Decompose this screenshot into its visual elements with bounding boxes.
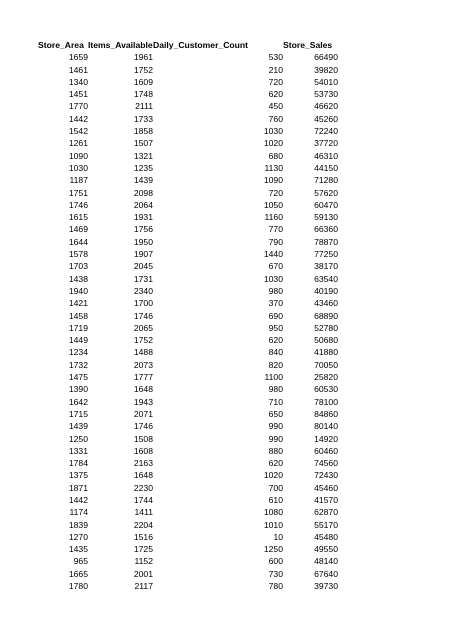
items-available-cell: 2073 bbox=[133, 359, 153, 370]
store-area-cell: 1375 bbox=[68, 470, 88, 481]
store-sales-cell: 41880 bbox=[314, 347, 338, 358]
items-available-cell: 2071 bbox=[133, 408, 153, 419]
store-area-cell: 1780 bbox=[68, 581, 88, 592]
table-row bbox=[0, 150, 338, 162]
daily-customer-count-cell: 620 bbox=[268, 458, 283, 469]
daily-customer-count-cell: 980 bbox=[268, 384, 283, 395]
daily-customer-count-cell: 1080 bbox=[263, 507, 283, 518]
store-sales-cell: 59130 bbox=[314, 212, 338, 223]
items-available-cell: 2163 bbox=[133, 458, 153, 469]
daily-customer-count-cell: 700 bbox=[268, 482, 283, 493]
table-row bbox=[0, 187, 338, 199]
store-sales-cell: 39820 bbox=[314, 64, 338, 75]
items-available-cell: 2065 bbox=[133, 322, 153, 333]
store-sales-cell: 60530 bbox=[314, 384, 338, 395]
items-available-cell: 2001 bbox=[133, 568, 153, 579]
table-row bbox=[0, 555, 338, 567]
row-spacer bbox=[0, 137, 38, 149]
store-sales-cell: 41570 bbox=[314, 494, 338, 505]
store-sales-cell: 66490 bbox=[314, 52, 338, 63]
items-available-cell: 2111 bbox=[135, 101, 153, 112]
store-area-cell: 1839 bbox=[68, 519, 88, 530]
table-row bbox=[0, 359, 338, 371]
items-available-cell: 1931 bbox=[133, 212, 153, 223]
table-row bbox=[0, 334, 338, 346]
table-row bbox=[0, 223, 338, 235]
daily-customer-count-cell: 1250 bbox=[263, 544, 283, 555]
items-available-cell: 1488 bbox=[133, 347, 153, 358]
store-area-cell: 1340 bbox=[68, 76, 88, 87]
store-sales-cell: 68890 bbox=[314, 310, 338, 321]
store-area-cell: 1439 bbox=[68, 421, 88, 432]
table-row bbox=[0, 100, 338, 112]
items-available-cell: 1516 bbox=[133, 531, 153, 542]
items-available-cell: 1756 bbox=[133, 224, 153, 235]
row-spacer bbox=[0, 76, 38, 88]
table-row bbox=[0, 457, 338, 469]
row-spacer bbox=[0, 408, 38, 420]
items-available-cell: 1746 bbox=[133, 310, 153, 321]
store-sales-cell: 71280 bbox=[314, 175, 338, 186]
row-spacer bbox=[0, 125, 38, 137]
daily-customer-count-cell: 720 bbox=[268, 187, 283, 198]
table-row bbox=[0, 531, 338, 543]
table-row bbox=[0, 371, 338, 383]
store-sales-cell: 74560 bbox=[314, 458, 338, 469]
header-items-available: Items_Available bbox=[88, 40, 153, 50]
store-area-cell: 1746 bbox=[68, 199, 88, 210]
table-row bbox=[0, 199, 338, 211]
store-data-table bbox=[0, 39, 338, 592]
table-body bbox=[0, 51, 338, 592]
store-sales-cell: 78100 bbox=[314, 396, 338, 407]
store-sales-cell: 60460 bbox=[314, 445, 338, 456]
items-available-cell: 2230 bbox=[133, 482, 153, 493]
row-spacer bbox=[0, 211, 38, 223]
store-sales-cell: 38170 bbox=[314, 261, 338, 272]
store-area-cell: 1261 bbox=[68, 138, 88, 149]
table-row bbox=[0, 285, 338, 297]
table-row bbox=[0, 125, 338, 137]
daily-customer-count-cell: 1010 bbox=[263, 519, 283, 530]
store-area-cell: 1940 bbox=[68, 285, 88, 296]
row-spacer bbox=[0, 543, 38, 555]
table-row bbox=[0, 420, 338, 432]
store-area-cell: 1421 bbox=[68, 298, 88, 309]
store-area-cell: 1719 bbox=[68, 322, 88, 333]
items-available-cell: 1943 bbox=[133, 396, 153, 407]
table-row bbox=[0, 137, 338, 149]
store-sales-cell: 37720 bbox=[314, 138, 338, 149]
store-sales-cell: 43460 bbox=[314, 298, 338, 309]
row-spacer bbox=[0, 433, 38, 445]
items-available-cell: 1907 bbox=[133, 249, 153, 260]
items-available-cell: 1950 bbox=[133, 236, 153, 247]
table-row bbox=[0, 174, 338, 186]
store-sales-cell: 72430 bbox=[314, 470, 338, 481]
table-row bbox=[0, 519, 338, 531]
store-sales-cell: 45260 bbox=[314, 113, 338, 124]
row-spacer bbox=[0, 223, 38, 235]
table-row bbox=[0, 469, 338, 481]
row-spacer bbox=[0, 334, 38, 346]
store-sales-cell: 52780 bbox=[314, 322, 338, 333]
items-available-cell: 2340 bbox=[133, 285, 153, 296]
table-row bbox=[0, 211, 338, 223]
store-area-cell: 1435 bbox=[68, 544, 88, 555]
store-area-cell: 1715 bbox=[68, 408, 88, 419]
row-spacer bbox=[0, 580, 38, 592]
daily-customer-count-cell: 840 bbox=[268, 347, 283, 358]
store-area-cell: 1090 bbox=[68, 150, 88, 161]
daily-customer-count-cell: 650 bbox=[268, 408, 283, 419]
table-row bbox=[0, 506, 338, 518]
store-area-cell: 1438 bbox=[68, 273, 88, 284]
store-area-cell: 1784 bbox=[68, 458, 88, 469]
daily-customer-count-cell: 790 bbox=[268, 236, 283, 247]
header-store-sales: Store_Sales bbox=[283, 40, 333, 50]
items-available-cell: 1744 bbox=[133, 494, 153, 505]
store-area-cell: 1187 bbox=[69, 175, 88, 186]
daily-customer-count-cell: 990 bbox=[268, 433, 283, 444]
daily-customer-count-cell: 950 bbox=[268, 322, 283, 333]
row-spacer bbox=[0, 371, 38, 383]
daily-customer-count-cell: 620 bbox=[268, 89, 283, 100]
daily-customer-count-cell: 620 bbox=[268, 335, 283, 346]
store-area-cell: 1174 bbox=[69, 507, 88, 518]
items-available-cell: 1648 bbox=[133, 470, 153, 481]
daily-customer-count-cell: 370 bbox=[268, 298, 283, 309]
store-sales-cell: 84860 bbox=[314, 408, 338, 419]
table-row bbox=[0, 396, 338, 408]
table-row bbox=[0, 322, 338, 334]
items-available-cell: 2064 bbox=[133, 199, 153, 210]
store-area-cell: 1234 bbox=[68, 347, 88, 358]
daily-customer-count-cell: 530 bbox=[268, 52, 283, 63]
store-sales-cell: 25820 bbox=[314, 372, 338, 383]
daily-customer-count-cell: 600 bbox=[268, 556, 283, 567]
store-sales-cell: 53730 bbox=[314, 89, 338, 100]
row-spacer bbox=[0, 260, 38, 272]
items-available-cell: 1731 bbox=[133, 273, 153, 284]
daily-customer-count-cell: 1160 bbox=[264, 212, 283, 223]
store-area-cell: 1270 bbox=[68, 531, 88, 542]
row-spacer bbox=[0, 506, 38, 518]
store-sales-cell: 48140 bbox=[314, 556, 338, 567]
store-sales-cell: 39730 bbox=[314, 581, 338, 592]
store-area-cell: 1703 bbox=[68, 261, 88, 272]
daily-customer-count-cell: 1020 bbox=[263, 470, 283, 481]
store-sales-cell: 45460 bbox=[314, 482, 338, 493]
row-spacer bbox=[0, 297, 38, 309]
items-available-cell: 1648 bbox=[133, 384, 153, 395]
store-area-cell: 1250 bbox=[68, 433, 88, 444]
table-row bbox=[0, 273, 338, 285]
row-spacer bbox=[0, 88, 38, 100]
daily-customer-count-cell: 1020 bbox=[263, 138, 283, 149]
row-spacer bbox=[0, 150, 38, 162]
row-spacer bbox=[0, 555, 38, 567]
daily-customer-count-cell: 1130 bbox=[264, 162, 283, 173]
row-spacer bbox=[0, 64, 38, 76]
row-spacer bbox=[0, 457, 38, 469]
store-sales-cell: 63540 bbox=[314, 273, 338, 284]
row-spacer bbox=[0, 359, 38, 371]
store-sales-cell: 55170 bbox=[314, 519, 338, 530]
table-row bbox=[0, 113, 338, 125]
daily-customer-count-cell: 610 bbox=[268, 494, 283, 505]
items-available-cell: 1700 bbox=[133, 298, 153, 309]
row-spacer bbox=[0, 396, 38, 408]
store-sales-cell: 57620 bbox=[314, 187, 338, 198]
row-spacer bbox=[0, 273, 38, 285]
header-row bbox=[0, 39, 338, 51]
store-sales-cell: 44150 bbox=[314, 162, 338, 173]
daily-customer-count-cell: 990 bbox=[268, 421, 283, 432]
table-row bbox=[0, 162, 338, 174]
items-available-cell: 1733 bbox=[133, 113, 153, 124]
items-available-cell: 1725 bbox=[133, 544, 153, 555]
store-area-cell: 1442 bbox=[68, 113, 88, 124]
row-spacer bbox=[0, 236, 38, 248]
row-spacer bbox=[0, 420, 38, 432]
daily-customer-count-cell: 770 bbox=[268, 224, 283, 235]
row-spacer bbox=[0, 568, 38, 580]
row-spacer bbox=[0, 113, 38, 125]
store-area-cell: 1461 bbox=[68, 64, 88, 75]
items-available-cell: 1508 bbox=[133, 433, 153, 444]
items-available-cell: 1609 bbox=[133, 76, 153, 87]
store-sales-cell: 77250 bbox=[314, 249, 338, 260]
daily-customer-count-cell: 10 bbox=[273, 531, 283, 542]
table-row bbox=[0, 51, 338, 63]
store-area-cell: 1030 bbox=[68, 162, 88, 173]
store-area-cell: 1331 bbox=[68, 445, 88, 456]
row-spacer bbox=[0, 469, 38, 481]
items-available-cell: 2045 bbox=[133, 261, 153, 272]
table-row bbox=[0, 482, 338, 494]
table-row bbox=[0, 568, 338, 580]
items-available-cell: 1411 bbox=[134, 507, 153, 518]
table-row bbox=[0, 383, 338, 395]
store-area-cell: 1665 bbox=[68, 568, 88, 579]
table-row bbox=[0, 248, 338, 260]
table-row bbox=[0, 297, 338, 309]
daily-customer-count-cell: 210 bbox=[268, 64, 283, 75]
store-sales-cell: 66360 bbox=[314, 224, 338, 235]
items-available-cell: 1777 bbox=[133, 372, 153, 383]
table-row bbox=[0, 580, 338, 592]
daily-customer-count-cell: 820 bbox=[268, 359, 283, 370]
row-spacer bbox=[0, 187, 38, 199]
store-area-cell: 1451 bbox=[68, 89, 88, 100]
table-row bbox=[0, 433, 338, 445]
items-available-cell: 2098 bbox=[133, 187, 153, 198]
header-store-area: Store_Area bbox=[38, 40, 84, 50]
daily-customer-count-cell: 680 bbox=[268, 150, 283, 161]
daily-customer-count-cell: 690 bbox=[268, 310, 283, 321]
store-area-cell: 1578 bbox=[68, 249, 88, 260]
daily-customer-count-cell: 1030 bbox=[263, 273, 283, 284]
store-sales-cell: 67640 bbox=[314, 568, 338, 579]
row-spacer bbox=[0, 519, 38, 531]
table-row bbox=[0, 236, 338, 248]
daily-customer-count-cell: 880 bbox=[268, 445, 283, 456]
table-row bbox=[0, 76, 338, 88]
store-sales-cell: 14920 bbox=[314, 433, 338, 444]
store-area-cell: 965 bbox=[73, 556, 88, 567]
row-spacer bbox=[0, 199, 38, 211]
table-row bbox=[0, 346, 338, 358]
table-row bbox=[0, 408, 338, 420]
row-spacer bbox=[0, 174, 38, 186]
daily-customer-count-cell: 780 bbox=[268, 581, 283, 592]
store-sales-cell: 54010 bbox=[314, 76, 338, 87]
row-spacer bbox=[0, 346, 38, 358]
daily-customer-count-cell: 710 bbox=[268, 396, 283, 407]
table-row bbox=[0, 64, 338, 76]
items-available-cell: 1152 bbox=[134, 556, 153, 567]
table-row bbox=[0, 543, 338, 555]
row-spacer bbox=[0, 445, 38, 457]
items-available-cell: 2117 bbox=[134, 581, 153, 592]
store-area-cell: 1644 bbox=[68, 236, 88, 247]
daily-customer-count-cell: 1100 bbox=[264, 372, 283, 383]
store-sales-cell: 70050 bbox=[314, 359, 338, 370]
store-area-cell: 1442 bbox=[68, 494, 88, 505]
store-area-cell: 1542 bbox=[68, 126, 88, 137]
daily-customer-count-cell: 1050 bbox=[263, 199, 283, 210]
items-available-cell: 1235 bbox=[133, 162, 153, 173]
items-available-cell: 1748 bbox=[133, 89, 153, 100]
daily-customer-count-cell: 450 bbox=[268, 101, 283, 112]
store-area-cell: 1732 bbox=[68, 359, 88, 370]
spreadsheet-sheet bbox=[0, 39, 474, 592]
store-area-cell: 1751 bbox=[68, 187, 88, 198]
store-area-cell: 1770 bbox=[68, 101, 88, 112]
row-spacer bbox=[0, 383, 38, 395]
store-area-cell: 1469 bbox=[68, 224, 88, 235]
items-available-cell: 1752 bbox=[133, 64, 153, 75]
daily-customer-count-cell: 720 bbox=[268, 76, 283, 87]
daily-customer-count-cell: 1030 bbox=[263, 126, 283, 137]
store-area-cell: 1642 bbox=[68, 396, 88, 407]
daily-customer-count-cell: 1440 bbox=[263, 249, 283, 260]
table-row bbox=[0, 310, 338, 322]
daily-customer-count-cell: 980 bbox=[268, 285, 283, 296]
daily-customer-count-cell: 760 bbox=[268, 113, 283, 124]
items-available-cell: 1321 bbox=[133, 150, 153, 161]
store-sales-cell: 60470 bbox=[314, 199, 338, 210]
table-row bbox=[0, 88, 338, 100]
store-sales-cell: 46620 bbox=[314, 101, 338, 112]
items-available-cell: 1507 bbox=[133, 138, 153, 149]
row-spacer bbox=[0, 100, 38, 112]
store-sales-cell: 62870 bbox=[314, 507, 338, 518]
row-spacer bbox=[0, 162, 38, 174]
items-available-cell: 2204 bbox=[133, 519, 153, 530]
row-spacer bbox=[0, 531, 38, 543]
store-area-cell: 1475 bbox=[68, 372, 88, 383]
store-sales-cell: 45480 bbox=[314, 531, 338, 542]
row-spacer bbox=[0, 39, 38, 51]
row-spacer bbox=[0, 310, 38, 322]
table-row bbox=[0, 494, 338, 506]
row-spacer bbox=[0, 482, 38, 494]
store-sales-cell: 78870 bbox=[314, 236, 338, 247]
store-sales-cell: 40190 bbox=[314, 285, 338, 296]
store-sales-cell: 72240 bbox=[314, 126, 338, 137]
daily-customer-count-cell: 670 bbox=[268, 261, 283, 272]
items-available-cell: 1439 bbox=[133, 175, 153, 186]
daily-customer-count-cell: 1090 bbox=[263, 175, 283, 186]
row-spacer bbox=[0, 285, 38, 297]
row-spacer bbox=[0, 248, 38, 260]
store-sales-cell: 80140 bbox=[314, 421, 338, 432]
items-available-cell: 1858 bbox=[133, 126, 153, 137]
row-spacer bbox=[0, 322, 38, 334]
items-available-cell: 1608 bbox=[133, 445, 153, 456]
daily-customer-count-cell: 730 bbox=[268, 568, 283, 579]
store-area-cell: 1659 bbox=[68, 52, 88, 63]
items-available-cell: 1961 bbox=[133, 52, 153, 63]
store-sales-cell: 49550 bbox=[314, 544, 338, 555]
table-row bbox=[0, 445, 338, 457]
table-row bbox=[0, 260, 338, 272]
row-spacer bbox=[0, 494, 38, 506]
store-sales-cell: 50680 bbox=[314, 335, 338, 346]
store-area-cell: 1390 bbox=[68, 384, 88, 395]
store-sales-cell: 46310 bbox=[314, 150, 338, 161]
items-available-cell: 1752 bbox=[133, 335, 153, 346]
items-available-cell: 1746 bbox=[133, 421, 153, 432]
store-area-cell: 1871 bbox=[68, 482, 88, 493]
store-area-cell: 1449 bbox=[68, 335, 88, 346]
row-spacer bbox=[0, 51, 38, 63]
store-area-cell: 1458 bbox=[68, 310, 88, 321]
header-daily-customer-count: Daily_Customer_Count bbox=[153, 40, 249, 50]
store-area-cell: 1615 bbox=[68, 212, 88, 223]
